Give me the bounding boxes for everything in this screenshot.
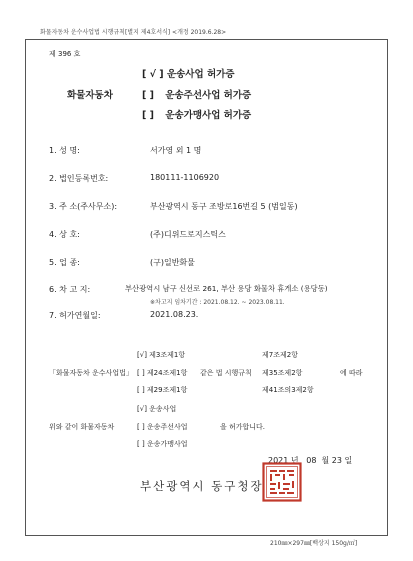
check-mark: [ √ ]: [142, 69, 164, 80]
law-right-article-2: 제35조제2항: [262, 369, 303, 377]
check-mark: [ ]: [137, 440, 145, 448]
field-permit-date-label: 7. 허가연월일:: [49, 311, 101, 320]
permit-option-3: [137, 439, 188, 449]
field-business-type-label: 5. 업 종:: [49, 258, 80, 267]
field-address-label: 3. 주 소(주사무소):: [49, 202, 118, 211]
law-option-1: [137, 350, 185, 360]
law-same-regulation: 같은 법 시행규칙: [200, 369, 252, 377]
check-mark: [ ]: [137, 369, 145, 377]
law-right-article-1: 제7조제2항: [262, 351, 298, 359]
issue-date: 2021 년 08 월 23 일: [268, 456, 353, 465]
check-mark: [ ]: [137, 386, 145, 394]
permit-type: 운송가맹사업: [146, 440, 188, 448]
check-mark: [√]: [137, 351, 147, 359]
vehicle-label: 화물자동차: [67, 90, 113, 101]
check-mark: [√]: [137, 405, 147, 413]
field-business-type-value: (구)일반화물: [150, 258, 195, 267]
check-mark: [ ]: [137, 423, 145, 431]
paper-size-note: 210㎜×297㎜[백상지 150g/㎡]: [270, 540, 358, 547]
law-article: 제3조제1항: [149, 351, 186, 359]
checkbox-label: 운송사업 허가증: [166, 69, 235, 80]
law-article: 제29조제1항: [146, 386, 188, 394]
check-mark: [ ]: [142, 110, 154, 121]
checkbox-franchise-business: [142, 107, 251, 121]
field-corp-reg-value: 180111-1106920: [150, 173, 220, 182]
law-option-3: [137, 385, 187, 395]
law-according-to: 에 따라: [340, 369, 363, 377]
garage-lease-note: ※차고지 임차기간 : 2021.08.12. ~ 2023.08.11.: [150, 299, 285, 306]
checkbox-forwarding-business: [142, 87, 251, 101]
field-trade-name-label: 4. 상 호:: [49, 230, 80, 239]
field-name-value: 서가영 외 1 명: [150, 146, 202, 155]
checkbox-label: 운송가맹사업 허가증: [165, 110, 252, 121]
checkbox-label: 운송주선사업 허가증: [165, 90, 252, 101]
check-mark: [ ]: [142, 90, 154, 101]
field-trade-name-value: (주)디위드로지스틱스: [150, 230, 226, 239]
permit-suffix: 을 허가합니다.: [220, 423, 266, 431]
issuing-authority: 부산광역시 동구청장: [140, 479, 264, 493]
law-option-2: [137, 368, 187, 378]
permit-type: 운송주선사업: [146, 423, 188, 431]
law-article: 제24조제1항: [146, 369, 188, 377]
permit-option-1: [137, 404, 176, 414]
official-seal-icon: [262, 462, 302, 502]
field-permit-date-value: 2021.08.23.: [150, 310, 199, 319]
field-name-label: 1. 성 명:: [49, 146, 80, 155]
law-quote-label: 「화물자동차 운수사업법」: [49, 369, 133, 377]
form-reference: 화물자동차 운수사업법 시행규칙[별지 제4호서식] <개정 2019.6.28>: [40, 29, 227, 36]
field-address-value: 부산광역시 동구 조방로16번길 5 (범일동): [150, 202, 298, 211]
field-garage-value: 부산광역시 남구 신선로 261, 부산 용당 화물차 휴게소 (용당동): [125, 284, 328, 293]
law-right-article-3: 제41조의3제2항: [262, 386, 314, 394]
checkbox-transport-business: [142, 66, 235, 80]
field-garage-label: 6. 차 고 지:: [49, 285, 91, 294]
permit-prefix: 위와 같이 화물자동차: [49, 423, 115, 431]
permit-type: 운송사업: [149, 405, 177, 413]
permit-option-2: [137, 422, 188, 432]
field-corp-reg-label: 2. 법인등록번호:: [49, 174, 109, 183]
document-number: 제 396 호: [49, 50, 81, 58]
